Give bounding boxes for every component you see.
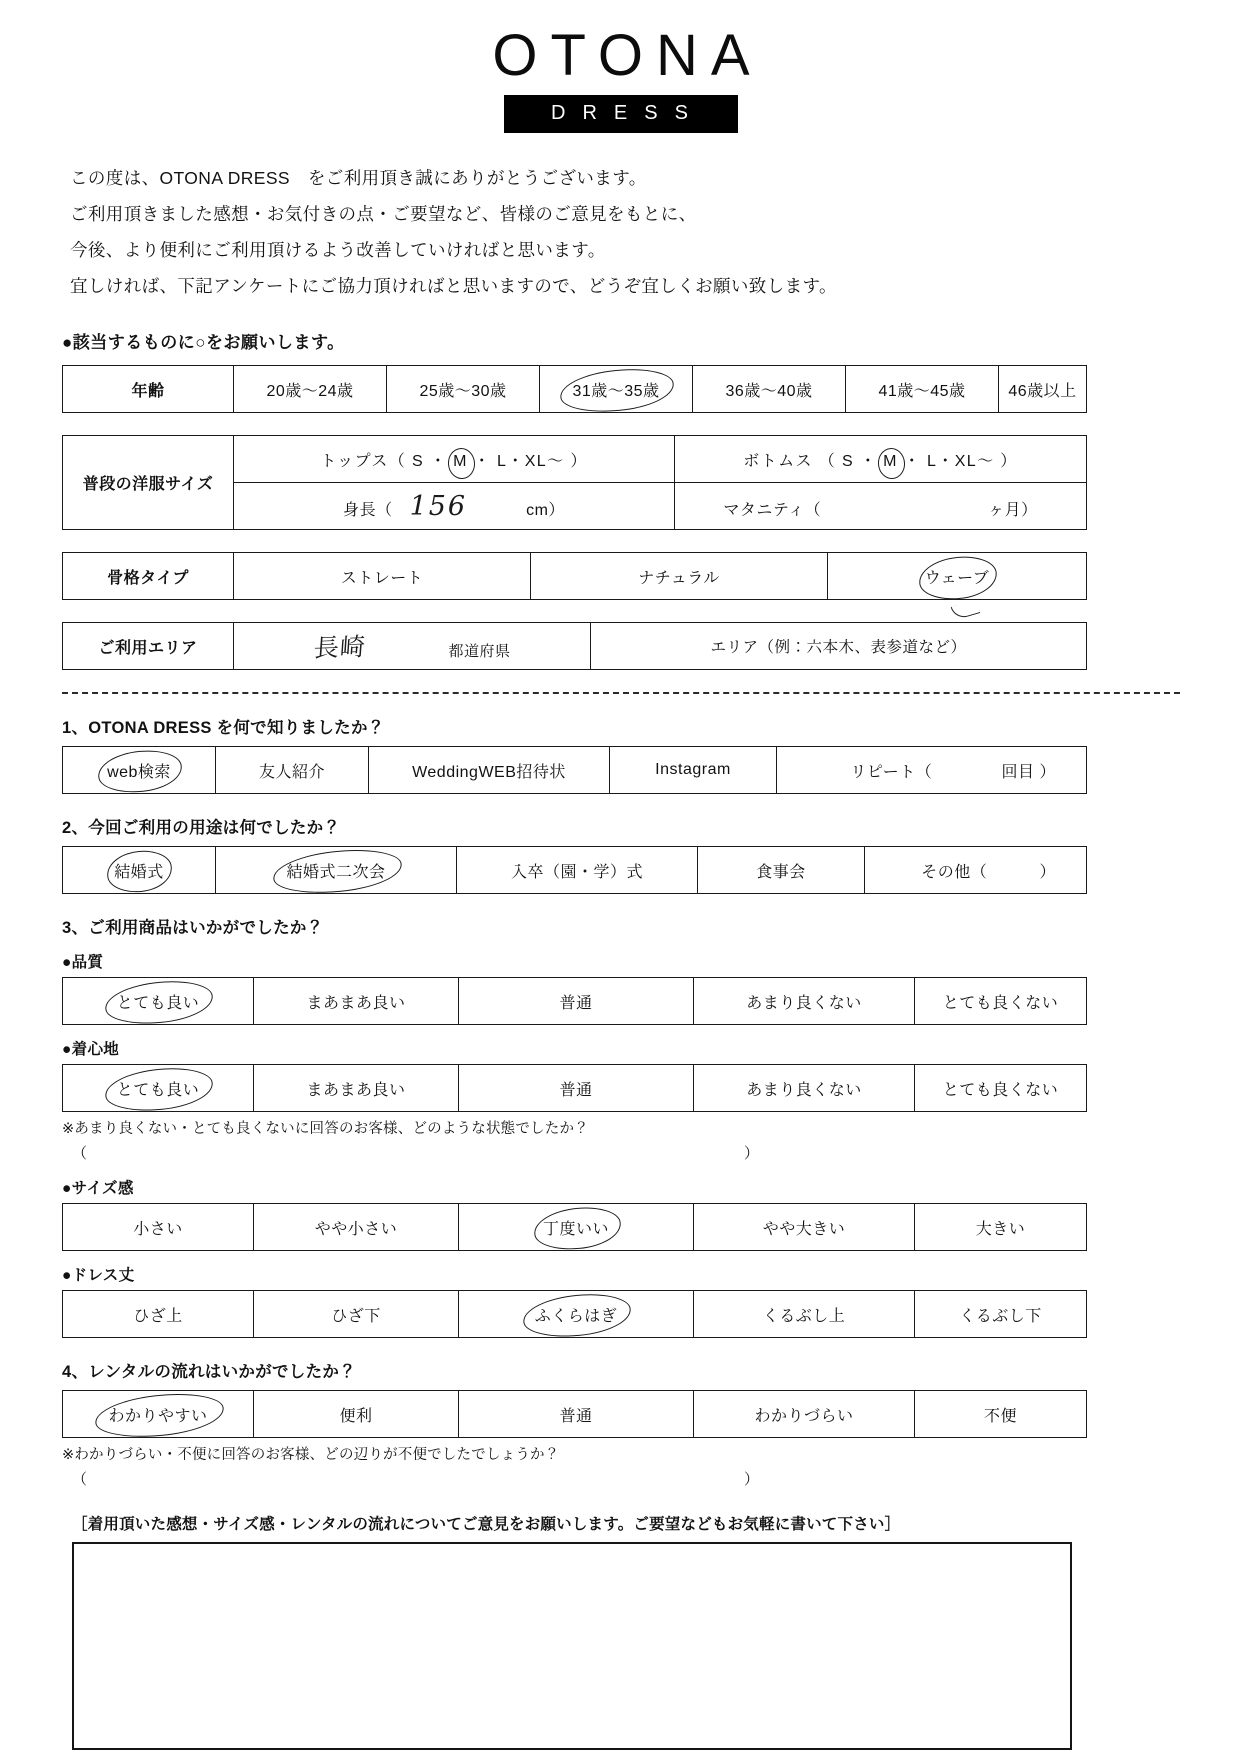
q2-option-2[interactable] xyxy=(457,847,698,894)
table-row xyxy=(63,553,1087,600)
fit-option-2-label: 丁度いい xyxy=(543,1216,609,1239)
age-row-label: 年齢 xyxy=(63,366,234,413)
q1-table xyxy=(62,746,1087,794)
fit-option-0-label: 小さい xyxy=(133,1220,183,1238)
q3-comfort-label: ●着心地 xyxy=(62,1041,120,1059)
area-table xyxy=(62,622,1087,670)
comfort-option-4-label: とても良くない xyxy=(942,1081,1059,1099)
q3-fit-label: ●サイズ感 xyxy=(62,1180,134,1198)
q3-length-table xyxy=(62,1290,1087,1338)
q1-option-2-label: WeddingWEB招待状 xyxy=(412,763,566,781)
comment-textarea[interactable] xyxy=(72,1542,1072,1750)
table-row xyxy=(63,1391,1087,1438)
q2-option-3[interactable] xyxy=(698,847,865,894)
length-option-0-label: ひざ上 xyxy=(133,1307,183,1325)
bottoms-suffix: ・ L・XL～ ） xyxy=(903,452,1018,470)
q1-option-2[interactable] xyxy=(369,747,610,794)
q1-option-3[interactable] xyxy=(610,747,777,794)
length-option-0[interactable] xyxy=(63,1291,254,1338)
q4-answer-line[interactable] xyxy=(72,1468,1242,1490)
table-row xyxy=(63,623,1087,670)
age-option-3[interactable] xyxy=(693,366,846,413)
comfort-option-3-label: あまり良くない xyxy=(746,1081,862,1099)
fit-option-4[interactable] xyxy=(915,1204,1087,1251)
quality-option-3-label: あまり良くない xyxy=(746,994,862,1012)
table-row xyxy=(63,1065,1087,1112)
fit-option-4-label: 大きい xyxy=(975,1220,1026,1238)
q2-option-0[interactable] xyxy=(63,847,216,894)
maternity-cell[interactable] xyxy=(675,483,1087,530)
area-detail-cell[interactable] xyxy=(591,623,1087,670)
q1-option-3-label: Instagram xyxy=(655,761,731,779)
height-unit: cm） xyxy=(526,501,565,519)
q2-option-4-label: その他（ xyxy=(921,863,988,881)
q3-comfort-answer-open-paren: （ xyxy=(72,1145,88,1163)
q4-option-2[interactable] xyxy=(459,1391,694,1438)
q1-option-0-label: web検索 xyxy=(107,759,171,782)
q4-option-0[interactable] xyxy=(63,1391,254,1438)
q2-other-suffix: ） xyxy=(1039,863,1056,881)
fit-option-1-label: やや小さい xyxy=(314,1220,398,1238)
quality-option-1-label: まあまあ良い xyxy=(306,994,406,1012)
q4-option-1-label: 便利 xyxy=(339,1407,373,1425)
age-option-1[interactable] xyxy=(387,366,540,413)
q3-comfort-answer-line[interactable] xyxy=(72,1142,1242,1164)
age-option-3-label: 36歳～40歳 xyxy=(725,382,813,400)
intro-line-3: 今後、より便利にご利用頂けるよう改善していければと思います。 xyxy=(70,239,606,260)
q4-option-1[interactable] xyxy=(254,1391,459,1438)
height-label: 身長（ xyxy=(343,501,393,519)
prefecture-suffix-label: 都道府県 xyxy=(448,643,511,661)
body-type-option-1-label: ナチュラル xyxy=(638,569,720,587)
intro-line-1: この度は、OTONA DRESS をご利用頂き誠にありがとうございます。 xyxy=(70,167,647,188)
comfort-option-1-label: まあまあ良い xyxy=(306,1081,406,1099)
table-row xyxy=(63,747,1087,794)
age-option-5[interactable] xyxy=(999,366,1087,413)
comfort-option-4[interactable] xyxy=(915,1065,1087,1112)
quality-option-4-label: とても良くない xyxy=(942,994,1059,1012)
comfort-option-0[interactable] xyxy=(63,1065,254,1112)
q1-option-4-label: リピート（ xyxy=(850,763,933,781)
q4-table xyxy=(62,1390,1087,1438)
area-hint-label: エリア（例：六本木、表参道など） xyxy=(710,639,967,657)
area-row-label: ご利用エリア xyxy=(63,623,234,670)
q1-option-1[interactable] xyxy=(216,747,369,794)
intro-line-4: 宜しければ、下記アンケートにご協力頂ければと思いますので、どうぞ宜しくお願い致します。 xyxy=(70,275,837,296)
age-option-0[interactable] xyxy=(234,366,387,413)
q3-comfort-table xyxy=(62,1064,1087,1112)
quality-option-2-label: 普通 xyxy=(559,994,593,1012)
comfort-option-3[interactable] xyxy=(694,1065,915,1112)
length-option-1-label: ひざ下 xyxy=(331,1307,381,1325)
comfort-option-0-label: とても良い xyxy=(117,1077,200,1100)
body-type-option-1[interactable] xyxy=(531,553,828,600)
intro-paragraph xyxy=(70,161,1242,305)
q4-option-4-label: 不便 xyxy=(983,1407,1017,1425)
q1-repeat-suffix: 回目 ） xyxy=(1001,763,1056,781)
clothing-size-table xyxy=(62,435,1087,530)
q1-option-0[interactable] xyxy=(63,747,216,794)
q4-option-0-label: わかりやすい xyxy=(108,1403,207,1426)
age-option-1-label: 25歳～30歳 xyxy=(419,382,507,400)
body-type-option-2-label: ウェーブ xyxy=(925,565,990,588)
quality-option-1[interactable] xyxy=(254,978,459,1025)
tops-prefix: トップス（ S ・ xyxy=(320,452,448,470)
maternity-unit: ヶ月） xyxy=(988,501,1038,519)
logo-subwordmark: DRESS xyxy=(504,95,738,133)
clothing-size-row-label: 普段の洋服サイズ xyxy=(63,436,234,530)
q3-quality-table xyxy=(62,977,1087,1025)
body-type-option-0-label: ストレート xyxy=(340,569,424,587)
quality-option-4[interactable] xyxy=(915,978,1087,1025)
table-row xyxy=(63,1204,1087,1251)
bottoms-selected-size: M xyxy=(883,452,898,470)
fit-option-3-label: やや大きい xyxy=(762,1220,846,1238)
tops-suffix: ・ L・XL～ ） xyxy=(473,452,588,470)
table-row xyxy=(63,366,1087,413)
table-row xyxy=(63,436,1087,483)
quality-option-0-label: とても良い xyxy=(117,990,200,1013)
length-option-4[interactable] xyxy=(915,1291,1087,1338)
length-option-2-label: ふくらはぎ xyxy=(535,1303,618,1326)
age-option-4-label: 41歳～45歳 xyxy=(878,382,966,400)
fit-option-3[interactable] xyxy=(694,1204,915,1251)
table-row xyxy=(63,1291,1087,1338)
table-row xyxy=(63,978,1087,1025)
q2-option-4[interactable] xyxy=(865,847,1087,894)
q4-title: 4、レンタルの流れはいかがでしたか？ xyxy=(62,1363,357,1382)
age-option-2[interactable] xyxy=(540,366,693,413)
fit-option-2[interactable] xyxy=(459,1204,694,1251)
length-option-2[interactable] xyxy=(459,1291,694,1338)
q2-option-0-label: 結婚式 xyxy=(114,859,164,882)
bottoms-prefix: ボトムス （ S ・ xyxy=(743,452,878,470)
age-table xyxy=(62,365,1087,413)
q2-option-1[interactable] xyxy=(216,847,457,894)
body-type-table xyxy=(62,552,1087,600)
bottoms-size-cell[interactable] xyxy=(675,436,1087,483)
q3-quality-label: ●品質 xyxy=(62,954,104,972)
fit-option-1[interactable] xyxy=(254,1204,459,1251)
profile-instruction: ●該当するものに○をお願いします。 xyxy=(62,333,345,353)
prefecture-value: 長崎 xyxy=(312,632,367,664)
q3-fit-table xyxy=(62,1203,1087,1251)
q1-option-1-label: 友人紹介 xyxy=(258,763,325,781)
fit-option-0[interactable] xyxy=(63,1204,254,1251)
comment-box-label: ［着用頂いた感想・サイズ感・レンタルの流れについてご意見をお願いします。ご要望などもお気軽に書いて下さい］ xyxy=(72,1516,901,1534)
q4-option-3[interactable] xyxy=(694,1391,915,1438)
intro-line-2: ご利用頂きました感想・お気付きの点・ご要望など、皆様のご意見をもとに、 xyxy=(70,203,697,224)
q3-length-label: ●ドレス丈 xyxy=(62,1267,135,1285)
tops-size-cell[interactable] xyxy=(234,436,675,483)
age-option-5-label: 46歳以上 xyxy=(1008,382,1077,400)
body-type-row-label: 骨格タイプ xyxy=(63,553,234,600)
comfort-option-2-label: 普通 xyxy=(559,1081,593,1099)
q4-option-2-label: 普通 xyxy=(559,1407,593,1425)
age-option-4[interactable] xyxy=(846,366,999,413)
logo-wordmark: OTONA xyxy=(492,23,763,88)
q2-option-3-label: 食事会 xyxy=(756,863,806,881)
q1-title: 1、OTONA DRESS を何で知りましたか？ xyxy=(62,719,385,738)
q4-option-4[interactable] xyxy=(915,1391,1087,1438)
length-option-3-label: くるぶし上 xyxy=(762,1307,846,1325)
q3-comfort-answer-close-paren: ） xyxy=(744,1145,760,1163)
height-value: 156 xyxy=(409,490,468,522)
q2-option-2-label: 入卒（園・学）式 xyxy=(510,863,643,881)
q3-comfort-note: ※あまり良くない・とても良くないに回答のお客様、どのような状態でしたか？ xyxy=(62,1121,589,1138)
body-type-option-2[interactable] xyxy=(828,553,1087,600)
tops-selected-size: M xyxy=(453,452,468,470)
prefecture-cell[interactable] xyxy=(234,623,591,670)
table-row xyxy=(63,847,1087,894)
q1-option-4[interactable] xyxy=(777,747,1087,794)
q4-answer-open-paren: （ xyxy=(72,1471,88,1489)
section-divider xyxy=(62,692,1180,694)
quality-option-3[interactable] xyxy=(694,978,915,1025)
body-type-option-0[interactable] xyxy=(234,553,531,600)
q4-note: ※わかりづらい・不便に回答のお客様、どの辺りが不便でしたでしょうか？ xyxy=(62,1447,560,1464)
q2-option-1-label: 結婚式二次会 xyxy=(286,859,385,882)
q3-title: 3、ご利用商品はいかがでしたか？ xyxy=(62,919,324,938)
quality-option-2[interactable] xyxy=(459,978,694,1025)
q4-option-3-label: わかりづらい xyxy=(754,1407,854,1425)
length-option-1[interactable] xyxy=(254,1291,459,1338)
q4-answer-close-paren: ） xyxy=(744,1471,760,1489)
maternity-label: マタニティ（ xyxy=(723,501,822,519)
length-option-4-label: くるぶし下 xyxy=(959,1307,1042,1325)
q2-table xyxy=(62,846,1087,894)
age-option-2-label: 31歳～35歳 xyxy=(572,378,659,401)
length-option-3[interactable] xyxy=(694,1291,915,1338)
comfort-option-1[interactable] xyxy=(254,1065,459,1112)
height-cell[interactable] xyxy=(234,483,675,530)
comfort-option-2[interactable] xyxy=(459,1065,694,1112)
brand-logo xyxy=(0,0,1242,133)
circle-tail-icon xyxy=(950,600,980,621)
age-option-0-label: 20歳～24歳 xyxy=(266,382,354,400)
quality-option-0[interactable] xyxy=(63,978,254,1025)
q2-title: 2、今回ご利用の用途は何でしたか？ xyxy=(62,819,341,838)
